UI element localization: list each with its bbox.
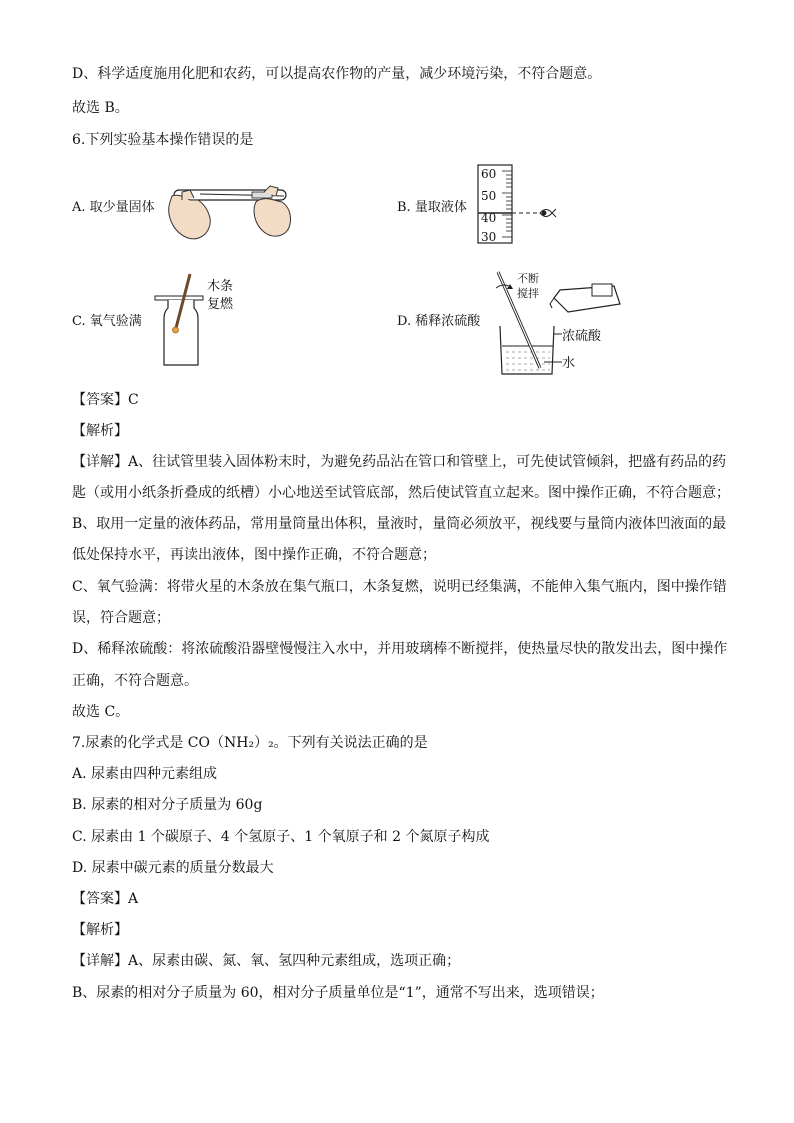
cylinder-tick-30: 30 (481, 230, 497, 244)
text-line: 【详解】A、往试管里装入固体粉末时，为避免药品沾在管口和管壁上，可先使试管倾斜，把盛有药品的药 (72, 454, 727, 470)
analysis-7-heading: 【解析】 (72, 922, 128, 938)
cylinder-tick-50: 50 (481, 189, 497, 203)
analysis-6-heading: 【解析】 (72, 423, 128, 439)
text-line: 故选 B。 (72, 100, 129, 116)
cylinder-tick-40: 40 (481, 211, 497, 225)
text-line: 误，符合题意； (72, 610, 170, 626)
option-d-label: D. 稀释浓硫酸 (397, 314, 481, 329)
text-line: B、尿素的相对分子质量为 60，相对分子质量单位是“1”，通常不写出来，选项错误； (72, 985, 604, 1001)
answer-7: 【答案】A (72, 891, 139, 907)
option-c-label: C. 氧气验满 (72, 314, 142, 329)
option-7b: B. 尿素的相对分子质量为 60g (72, 797, 263, 813)
splint-label-reignite: 复燃 (207, 297, 234, 312)
option-7c: C. 尿素由 1 个碳原子、4 个氢原子、1 个氧原子和 2 个氮原子构成 (72, 829, 490, 845)
option-b-label: B. 量取液体 (397, 200, 467, 215)
text-line: 故选 C。 (72, 704, 130, 720)
water-label: 水 (562, 356, 576, 371)
question-7-stem: 7.尿素的化学式是 CO（NH₂）₂。下列有关说法正确的是 (72, 735, 428, 751)
text-line: 低处保持水平，再读出液体，图中操作正确，不符合题意； (72, 547, 436, 563)
text-line: D、科学适度施用化肥和农药，可以提高农作物的产量，减少环境污染，不符合题意。 (72, 66, 602, 82)
text-line: C、氧气验满：将带火星的木条放在集气瓶口，木条复燃，说明已经集满，不能伸入集气瓶内，图中操作错 (72, 579, 727, 595)
answer-6: 【答案】C (72, 392, 139, 408)
text-line: B、取用一定量的液体药品，常用量筒量出体积，量液时，量筒必须放平，视线要与量筒内液体凹液面的最 (72, 516, 727, 532)
question-6-stem: 6.下列实验基本操作错误的是 (72, 132, 254, 148)
text-line: 【详解】A、尿素由碳、氮、氧、氢四种元素组成，选项正确； (72, 953, 461, 969)
acid-label: 浓硫酸 (562, 329, 602, 344)
option-7d: D. 尿素中碳元素的质量分数最大 (72, 860, 274, 876)
stir-label-constantly: 不断 (517, 272, 539, 285)
option-7a: A. 尿素由四种元素组成 (72, 766, 218, 782)
figure-c-gas-bottle-splint (150, 270, 210, 370)
option-a-label: A. 取少量固体 (72, 200, 155, 215)
text-line: D、稀释浓硫酸：将浓硫酸沿器壁慢慢注入水中，并用玻璃棒不断搅拌，使热量尽快的散发出去，图中操作 (72, 641, 728, 657)
splint-label-wood: 木条 (207, 279, 234, 294)
stir-label-stir: 搅拌 (517, 287, 539, 300)
cylinder-tick-60: 60 (481, 167, 497, 181)
figure-a-test-tube-hands (160, 170, 295, 245)
text-line: 正确，不符合题意。 (72, 673, 198, 689)
text-line: 匙（或用小纸条折叠成的纸槽）小心地送至试管底部，然后使试管直立起来。图中操作正确，不符合题意； (72, 485, 730, 501)
